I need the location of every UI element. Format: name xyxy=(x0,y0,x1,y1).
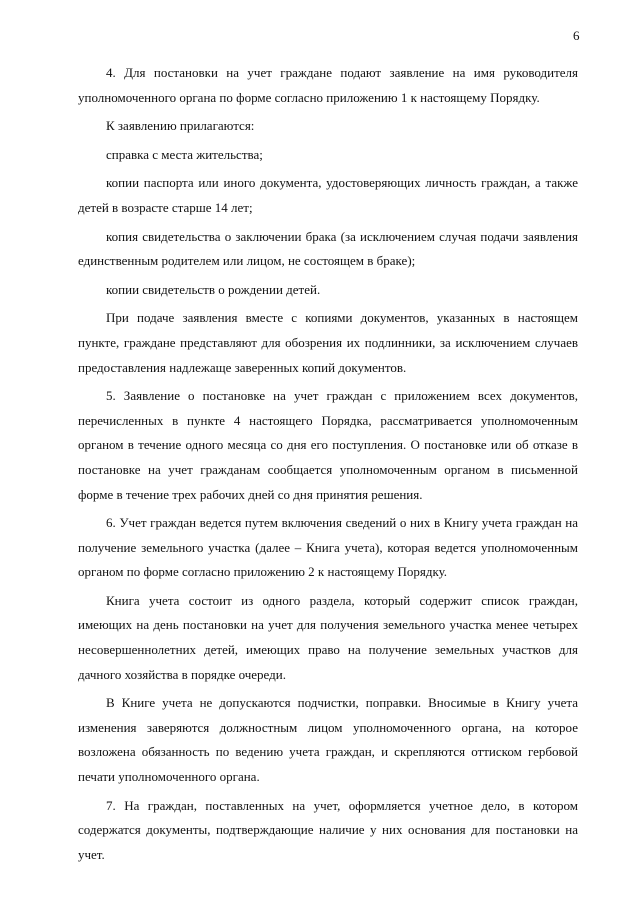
paragraph-originals: При подаче заявления вместе с копиями документов, указанных в настоящем пункте, граждане представляют для обозрения их подлинники, за исключением случаев предоставления надлежаще заверенных копий документов. xyxy=(78,310,578,375)
paragraph-item-7: 7. На граждан, поставленных на учет, оформляется учетное дело, в котором содержатся документы, подтверждающие наличие у них основания для постановки на учет. xyxy=(78,797,578,862)
paragraph-item-6: 6. Учет граждан ведется путем включения сведений о них в Книгу учета граждан на получение земельного участка (далее – Книга учета), которая ведется уполномоченным органом по форме согласно приложению 2 к настоящему Порядку. xyxy=(78,515,578,580)
paragraph-passport-copies: копии паспорта или иного документа, удостоверяющих личность граждан, а также детей в возрасте старше 14 лет; xyxy=(78,175,578,215)
paragraph-registry-book: Книга учета состоит из одного раздела, который содержит список граждан, имеющих на день постановки на учет для получения земельного участка менее четырех несовершеннолетних детей, имеющих право на получение земельных участков для дачного хозяйства в порядке очереди. xyxy=(78,592,578,682)
paragraph-item-5: 5. Заявление о постановке на учет граждан с приложением всех документов, перечисленных в пункте 4 настоящего Порядка, рассматривается уполномоченным органом в течение одного месяца со дня его поступления. О постановке или об отказе в постановке на учет гражданам сообщается уполномоченным органом в письменной форме в течение трех рабочих дней со дня принятия решения. xyxy=(78,388,578,502)
paragraph-birth-certificates: копии свидетельств о рождении детей. xyxy=(106,281,321,297)
document-body xyxy=(78,61,578,867)
paragraph-item-4: 4. Для постановки на учет граждане подают заявление на имя руководителя уполномоченного органа по форме согласно приложению 1 к настоящему Порядку. xyxy=(78,65,578,105)
paragraph-residence-certificate: справка с места жительства; xyxy=(106,146,263,162)
paragraph-marriage-certificate: копия свидетельства о заключении брака (за исключением случая подачи заявления единственным родителем или лицом, не состоящем в браке); xyxy=(78,228,578,269)
paragraph-book-corrections: В Книге учета не допускаются подчистки, поправки. Вносимые в Книгу учета изменения заверяются должностным лицом уполномоченного органа, на которое возложена обязанность по ведению учета граждан, и скрепляются оттиском гербовой печати уполномоченного органа. xyxy=(78,695,578,785)
paragraph-attachments-intro: К заявлению прилагаются: xyxy=(106,118,255,134)
page-number: 6 xyxy=(573,28,580,43)
